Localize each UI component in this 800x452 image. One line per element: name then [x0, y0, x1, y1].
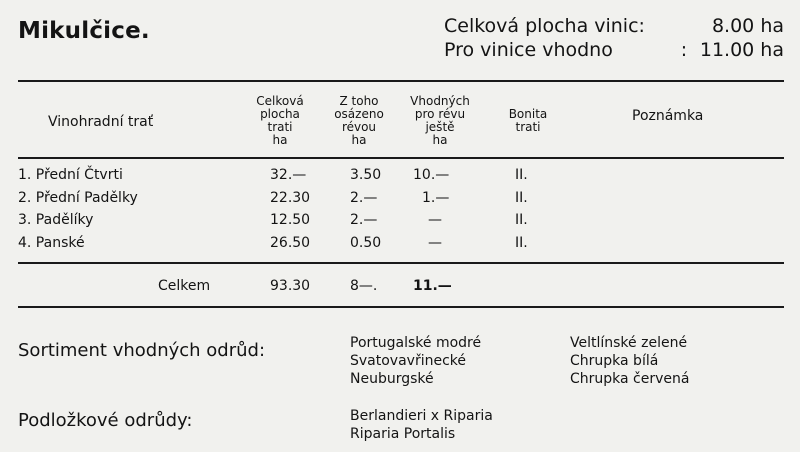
header-osazeno-line: révou	[341, 120, 377, 134]
list-item: Veltlínské zelené	[570, 335, 688, 351]
total-area-value: 8.00 ha	[711, 15, 784, 37]
total-vhodnych: 11.—	[413, 278, 452, 294]
podlozkove-label: Podložkové odrůdy:	[18, 410, 193, 431]
row-osazeno: 3.50	[350, 167, 382, 183]
header-vhodnych-line: ha	[432, 133, 448, 147]
village-title: Mikulčice.	[18, 18, 150, 44]
table-bottom-rule	[18, 306, 784, 308]
row-name: 3. Padělíky	[18, 212, 94, 228]
total-area-label: Celková plocha vinic:	[444, 15, 645, 37]
total-osazeno: 8—.	[350, 278, 378, 294]
suitable-area-value: 11.00 ha	[699, 39, 784, 61]
header-bonita-line: trati	[515, 120, 541, 134]
total-top-rule	[18, 262, 784, 264]
suitable-area-label: Pro vinice vhodno	[444, 39, 613, 61]
row-name: 2. Přední Padělky	[18, 190, 138, 206]
list-item: Neuburgské	[350, 371, 434, 387]
row-celkova: 22.30	[270, 190, 311, 206]
header-bonita	[498, 108, 558, 134]
row-name: 4. Panské	[18, 235, 85, 251]
row-osazeno: 0.50	[350, 235, 382, 251]
sortiment-label: Sortiment vhodných odrůd:	[18, 340, 266, 361]
sortiment-list-2	[570, 334, 689, 388]
total-label: Celkem	[158, 278, 211, 294]
header-vhodnych-line: pro révu	[414, 107, 466, 121]
row-name: 1. Přední Čtvrti	[18, 167, 123, 183]
row-osazeno: 2.—	[350, 190, 378, 206]
row-bonita: II.	[515, 212, 528, 228]
list-item: Riparia Portalis	[350, 426, 456, 442]
row-vhodnych: 10.—	[413, 167, 450, 183]
row-vhodnych: —	[428, 235, 442, 251]
sortiment-list-1	[350, 334, 481, 388]
row-vhodnych: —	[428, 212, 442, 228]
list-item: Berlandieri x Riparia	[350, 408, 493, 424]
header-trat: Vinohradní trať	[48, 114, 154, 130]
header-celkova-line: plocha	[260, 107, 300, 121]
row-bonita: II.	[515, 190, 528, 206]
podlozkove-list	[350, 407, 493, 443]
total-area-row	[444, 14, 784, 38]
header-celkova-plocha	[250, 95, 310, 147]
row-celkova: 32.—	[270, 167, 307, 183]
header-celkova-line: Celková	[256, 94, 304, 108]
list-item: Chrupka bílá	[570, 353, 659, 369]
row-vhodnych: 1.—	[422, 190, 450, 206]
header-osazeno	[325, 95, 393, 147]
suitable-area-row	[444, 38, 784, 62]
header-poznamka: Poznámka	[632, 108, 704, 124]
header-bonita-line: Bonita	[508, 107, 548, 121]
suitable-area-separator: :	[680, 39, 688, 61]
header-vhodnych-line: ještě	[425, 120, 455, 134]
row-celkova: 26.50	[270, 235, 311, 251]
list-item: Svatovavřinecké	[350, 353, 467, 369]
row-bonita: II.	[515, 167, 528, 183]
header-vhodnych-line: Vhodných	[410, 94, 470, 108]
header-vhodnych	[400, 95, 480, 147]
row-celkova: 12.50	[270, 212, 311, 228]
list-item: Chrupka červená	[570, 371, 690, 387]
table-top-rule	[18, 80, 784, 82]
list-item: Portugalské modré	[350, 335, 482, 351]
header-celkova-line: trati	[267, 120, 293, 134]
header-bottom-rule	[18, 157, 784, 159]
header-osazeno-line: ha	[351, 133, 367, 147]
row-osazeno: 2.—	[350, 212, 378, 228]
row-bonita: II.	[515, 235, 528, 251]
total-celkova: 93.30	[270, 278, 311, 294]
header-osazeno-line: Z toho	[339, 94, 379, 108]
header-celkova-line: ha	[272, 133, 288, 147]
area-summary	[444, 14, 784, 62]
header-osazeno-line: osázeno	[334, 107, 384, 121]
